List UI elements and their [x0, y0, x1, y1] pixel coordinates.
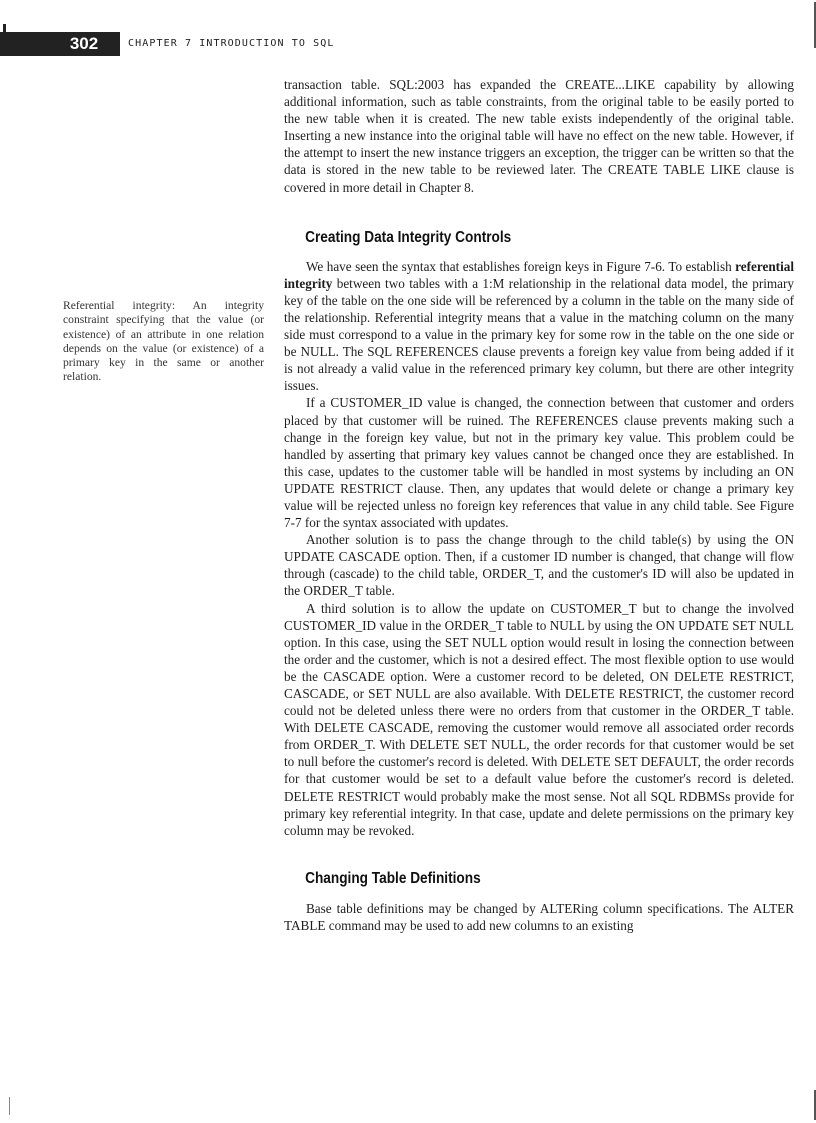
running-header-chapter-title: CHAPTER 7 INTRODUCTION TO SQL [128, 38, 335, 49]
paragraph-text-start: We have seen the syntax that establishes foreign keys in Figure 7-6. To establish [306, 258, 736, 274]
page-number: 302 [69, 34, 99, 53]
margin-glossary-note: Referential integrity: An integrity constraint specifying that the value (or existence) of an attribute in one relation depends on the value (or existence) of a primary key in the same or another relation. [63, 299, 264, 384]
intro-paragraph: transaction table. SQL:2003 has expanded the CREATE...LIKE capability by allowing additional information, such as table constraints, from the original table to be easily ported to the new table when it is created. The new table exists independently of the original table. Inserting a new instance into the original table will have no effect on the new table. However, if the attempt to insert the new instance triggers an exception, the trigger can be written so that the data is stored in the new table to be reviewed later. The CREATE TABLE LIKE clause is covered in more detail in Chapter 8. [284, 77, 794, 195]
section-heading-data-integrity: Creating Data Integrity Controls [305, 228, 512, 246]
section-heading-changing-tables: Changing Table Definitions [305, 869, 481, 887]
paragraph-customer-id-change: If a CUSTOMER_ID value is changed, the connection between that customer and orders placed by that customer will be ruined. The REFERENCES clause prevents making such a change in the foreign key value, but not in the primary key value. This problem could be handled by asserting that primary key values cannot be changed once they are established. In this case, updates to the customer table will be handled in most systems by including an ON UPDATE RESTRICT clause. Then, any updates that would delete or change a primary key value will be rejected unless no foreign key references that value in any child table. See Figure 7-7 for the syntax associated with updates. [284, 395, 794, 531]
paragraph-on-update-cascade: Another solution is to pass the change through to the child table(s) by using the ON UPDATE CASCADE option. Then, if a customer ID number is changed, that change will flow through (cascade) to the child table, ORDER_T, and the customer's ID will also be updated in the ORDER_T table. [284, 532, 794, 599]
scan-edge-mark-left [9, 1097, 10, 1115]
paragraph-referential-integrity [284, 258, 794, 395]
paragraph-on-update-set-null: A third solution is to allow the update on CUSTOMER_T but to change the involved CUSTOMER_ID value in the ORDER_T table to NULL by using the ON UPDATE SET NULL option. In this case, using the SET NULL option would result in losing the connection between the order and the customer, which is not a desired effect. The most flexible option to use would be the CASCADE option. Were a customer record to be deleted, ON DELETE RESTRICT, CASCADE, or SET NULL are also available. With DELETE RESTRICT, the customer record could not be deleted unless there were no orders from that customer in the ORDER_T table. With DELETE CASCADE, removing the customer would remove all associated order records from ORDER_T. With DELETE SET NULL, the order records for that customer would be set to null before the customer's record is deleted. With DELETE SET DEFAULT, the order records for that customer would be set to a default value before the customer's record is deleted. DELETE RESTRICT would probably make the most sense. Not all SQL RDBMSs provide for primary key referential integrity. In that case, update and delete permissions on the primary key column may be revoked. [284, 600, 794, 838]
glossary-term-referential-integrity: referential integrity [284, 258, 794, 291]
paragraph-alter-table: Base table definitions may be changed by ALTERing column specifications. The ALTER TABLE command may be used to add new columns to an existing [284, 900, 794, 933]
main-text-column [284, 76, 794, 934]
paragraph-text-end: between two tables with a 1:M relationship in the relational data model, the primary key of the table on the one side will be referenced by a column in the table on the many side of the relationship. Referential integrity means that a value in the matching column on the many side must correspond to a value in the primary key for some row in the table on the one side or be NULL. The SQL REFERENCES clause prevents a foreign key value from being added if it is not already a valid value in the referenced primary key column, but there are other integrity issues. [284, 275, 794, 394]
